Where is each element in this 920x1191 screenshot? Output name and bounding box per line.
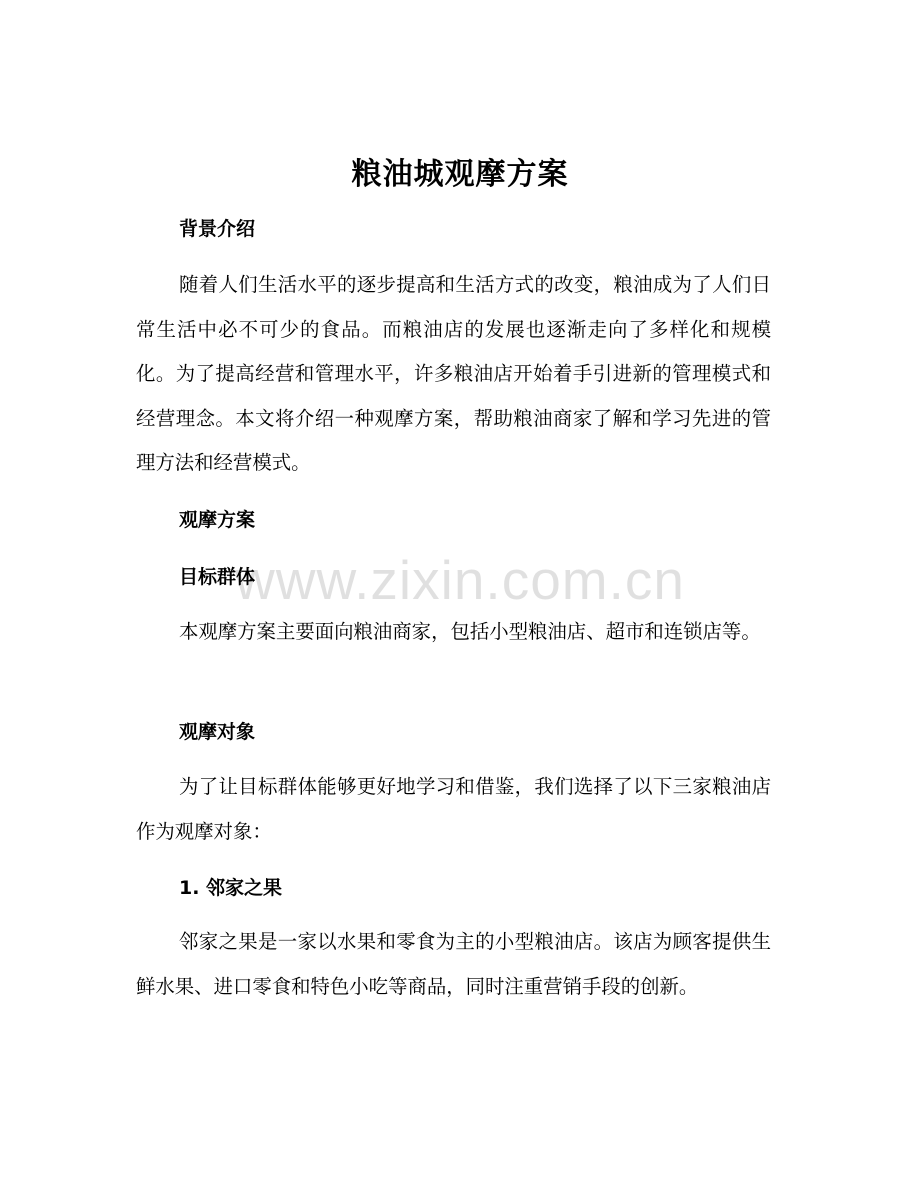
section-heading-observation-targets: 观摩对象 (179, 721, 256, 743)
section-heading-store-1: 1. 邻家之果 (179, 877, 283, 899)
section-heading-target-group: 目标群体 (179, 566, 256, 588)
paragraph-background: 随着人们生活水平的逐步提高和生活方式的改变，粮油成为了人们日常生活中必不可少的食品。而粮油店的发展也逐渐走向了多样化和规模化。为了提高经营和管理水平，许多粮油店开始着手引进新的管理模式和经营理念。本文将介绍一种观摩方案，帮助粮油商家了解和学习先进的管理方法和经营模式。 (136, 273, 771, 475)
paragraph-observation-targets: 为了让目标群体能够更好地学习和借鉴，我们选择了以下三家粮油店作为观摩对象： (136, 775, 771, 843)
section-heading-plan: 观摩方案 (179, 509, 256, 531)
paragraph-target-group: 本观摩方案主要面向粮油商家，包括小型粮油店、超市和连锁店等。 (179, 620, 761, 643)
paragraph-store-1: 邻家之果是一家以水果和零食为主的小型粮油店。该店为顾客提供生鲜水果、进口零食和特色小吃等商品，同时注重营销手段的创新。 (136, 930, 771, 998)
watermark: www.zixin.com.cn (235, 549, 685, 611)
section-heading-background: 背景介绍 (179, 218, 256, 240)
document-title: 粮油城观摩方案 (351, 157, 569, 192)
